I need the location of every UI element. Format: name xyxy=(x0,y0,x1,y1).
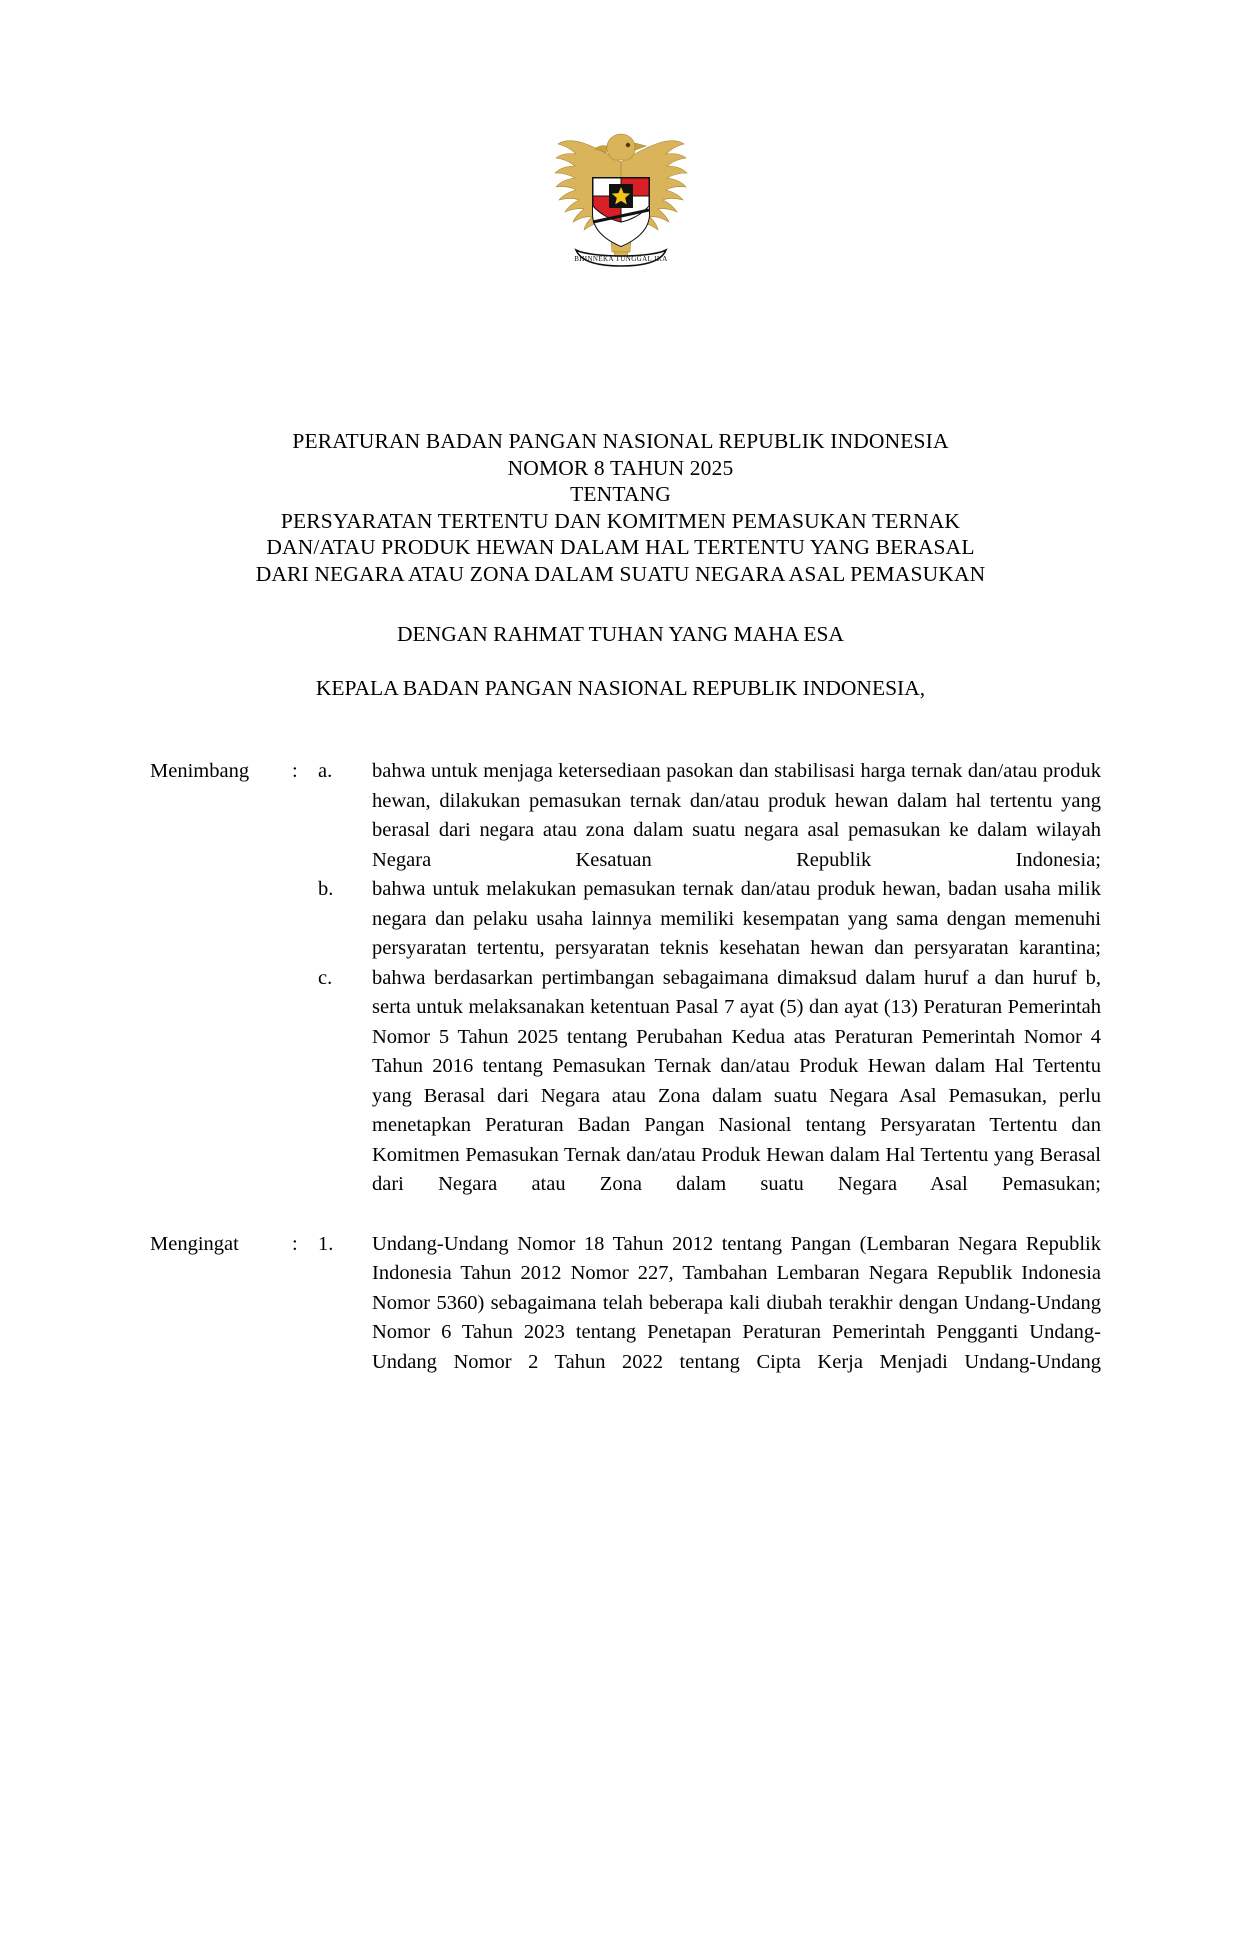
considering-text-c: bahwa berdasarkan pertimbangan sebagaimana dimaksud dalam huruf a dan huruf b, serta untuk melaksanakan ketentuan Pasal 7 ayat (5) dan ayat (13) Peraturan Pemerintah Nomor 5 Tahun 2025 tentang Perubahan Kedua atas Peraturan Pemerintah Nomor 4 Tahun 2016 tentang Pemasukan Ternak dan/atau Produk Hewan dalam Hal Tertentu yang Berasal dari Negara atau Zona dalam suatu Negara Asal Pemasukan, perlu menetapkan Peraturan Badan Pangan Nasional tentang Persyaratan Tertentu dan Komitmen Pemasukan Ternak dan/atau Produk Hewan dalam Hal Tertentu yang Berasal dari Negara atau Zona dalam suatu Negara Asal Pemasukan; xyxy=(372,966,1101,1195)
title-line-1: PERATURAN BADAN PANGAN NASIONAL REPUBLIK INDONESIA xyxy=(292,429,949,453)
considering-marker-b: b. xyxy=(318,878,334,900)
remembering-label: Mengingat xyxy=(150,1232,239,1255)
considering-text-b: bahwa untuk melakukan pemasukan ternak dan/atau produk hewan, badan usaha milik negara dan pelaku usaha lainnya memiliki kesempatan yang sama dengan memenuhi persyaratan tertentu, persyaratan teknis kesehatan hewan dan persyaratan karantina; xyxy=(372,878,1101,959)
clause-list xyxy=(140,757,1101,1377)
authority-line: KEPALA BADAN PANGAN NASIONAL REPUBLIK INDONESIA, xyxy=(315,675,926,700)
remembering-marker-1: 1. xyxy=(318,1232,334,1255)
remembering-colon: : xyxy=(292,1232,298,1255)
svg-text:BHINNEKA TUNGGAL IKA: BHINNEKA TUNGGAL IKA xyxy=(573,255,668,263)
title-line-4: PERSYARATAN TERTENTU DAN KOMITMEN PEMASUKAN TERNAK xyxy=(280,508,961,533)
considering-item-a xyxy=(140,757,1101,875)
remembering-text-1: Undang-Undang Nomor 18 Tahun 2012 tentang Pangan (Lembaran Negara Republik Indonesia Tahun 2012 Nomor 227, Tambahan Lembaran Negara Republik Indonesia Nomor 5360) sebagaimana telah beberapa kali diubah terakhir dengan Undang-Undang Nomor 6 Tahun 2023 tentang Penetapan Peraturan Pemerintah Pengganti Undang-Undang Nomor 2 Tahun 2022 tentang Cipta Kerja Menjadi Undang-Undang xyxy=(372,1232,1101,1373)
considering-label: Menimbang xyxy=(150,760,250,782)
title-line-5: DAN/ATAU PRODUK HEWAN DALAM HAL TERTENTU YANG BERASAL xyxy=(266,535,975,559)
blessing-line: DENGAN RAHMAT TUHAN YANG MAHA ESA xyxy=(397,622,844,646)
considering-item-b xyxy=(140,875,1101,964)
document-preamble xyxy=(140,621,1101,701)
considering-marker-a: a. xyxy=(318,760,333,782)
remembering-item-1 xyxy=(140,1230,1101,1378)
considering-marker-c: c. xyxy=(318,966,333,989)
considering-item-c xyxy=(140,964,1101,1200)
title-line-6: DARI NEGARA ATAU ZONA DALAM SUATU NEGARA ASAL PEMASUKAN xyxy=(255,561,986,586)
title-line-2: NOMOR 8 TAHUN 2025 xyxy=(507,455,734,480)
considering-text-a: bahwa untuk menjaga ketersediaan pasokan dan stabilisasi harga ternak dan/atau produk hewan, dilakukan pemasukan ternak dan/atau produk hewan dalam hal tertentu yang berasal dari negara atau zona dalam suatu negara asal pemasukan ke dalam wilayah Negara Kesatuan Republik Indonesia; xyxy=(372,760,1101,871)
considering-colon: : xyxy=(292,760,298,782)
title-line-3: TENTANG xyxy=(570,482,671,506)
document-title xyxy=(140,428,1101,587)
garuda-pancasila-emblem xyxy=(536,126,706,276)
emblem-container xyxy=(140,0,1101,276)
